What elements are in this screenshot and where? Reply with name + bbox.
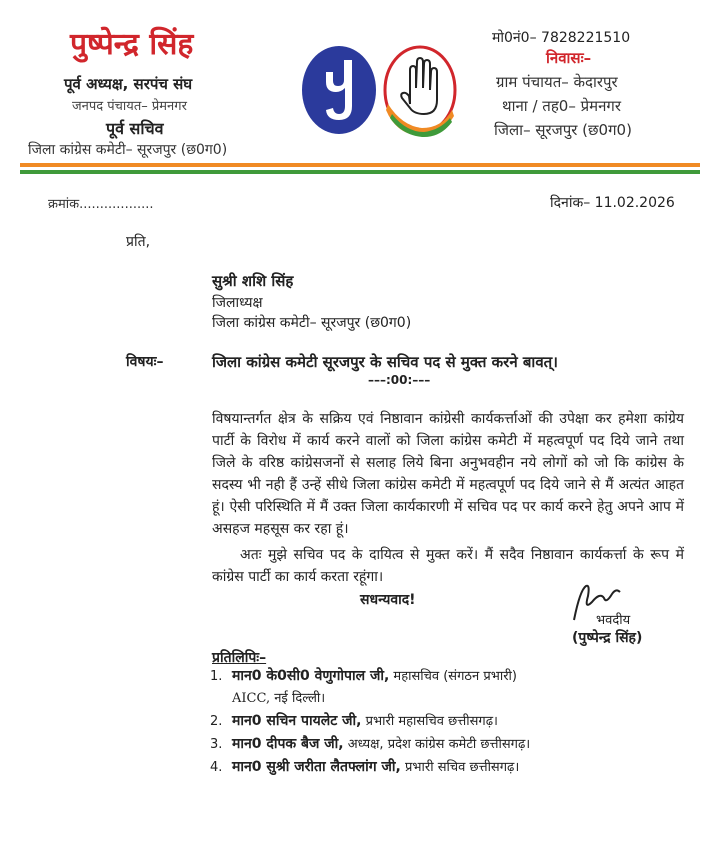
addressee-office: जिला कांग्रेस कमेटी– सूरजपुर (छ0ग0) — [212, 315, 412, 331]
subject-text: जिला कांग्रेस कमेटी सूरजपुर के सचिव पद से मुक्त करने बावत्। — [212, 353, 558, 371]
addressee-post: जिलाध्यक्ष — [212, 295, 263, 311]
mobile-number: मो0नं0– 7828221510 — [492, 30, 631, 46]
letter-date: दिनांक– 11.02.2026 — [550, 195, 675, 211]
list-item: 2. मान0 सचिन पायलेट जी, प्रभारी महासचिव छत्तीसगढ़। — [210, 713, 498, 729]
list-item: 1. मान0 के0सी0 वेणुगोपाल जी, महासचिव (संगठन प्रभारी) — [210, 668, 517, 684]
address-line: ग्राम पंचायत– केदारपुर — [496, 73, 618, 91]
body-paragraph: अतः मुझे सचिव पद के दायित्व से मुक्त करें। मैं सदैव निष्ठावान कार्यकर्त्ता के रूप में कांग्रेस पार्टी का कार्य करता रहूंगा। — [212, 547, 684, 585]
closing: भवदीय — [596, 613, 631, 628]
signatory-name: (पुष्पेन्द्र सिंह) — [572, 630, 643, 646]
list-item-continuation: AICC, नई दिल्ली। — [232, 691, 326, 706]
divider-green — [20, 170, 700, 174]
janpad-line: जनपद पंचायत– प्रेमनगर — [72, 99, 187, 114]
copy-list — [210, 665, 690, 779]
copy-label: प्रतिलिपिः– — [212, 650, 267, 666]
to-prefix: प्रति, — [126, 234, 151, 250]
subject-label: विषयः– — [126, 354, 164, 370]
divider-saffron — [20, 163, 700, 167]
address-line: जिला– सूरजपुर (छ0ग0) — [494, 121, 632, 139]
hand-symbol-icon — [382, 44, 458, 138]
letterhead-name: पुष्पेन्द्र सिंह — [70, 27, 194, 62]
former-secretary: पूर्व सचिव — [106, 119, 164, 138]
reference-number: क्रमांक.................. — [48, 197, 154, 212]
list-item: 4. मान0 सुश्री जरीता लैतफ्लांग जी, प्रभारी सचिव छत्तीसगढ़। — [210, 759, 520, 775]
thanks: सधन्यवाद! — [360, 592, 416, 608]
body-paragraph: विषयान्तर्गत क्षेत्र के सक्रिय एवं निष्ठावान कांग्रेसी कार्यकर्त्ताओं की उपेक्षा कर हमेशा कांग्रेय पार्टी के विरोध में कार्य करने वालों को जिला कांग्रेस कमेटी में महत्वपूर्ण पद दिये जाने तथा जिले के वरिष्ठ कांग्रेसजनों से सलाह लिये बिना अनुभवहीन नये लोगों को जो कि कांग्रेस के सदस्य भी नही हैं उन्हें सीधे जिला कांग्रेस कमेटी में महत्वपूर्ण पद दिये जाने से मैं अत्यंत आहत हूं। ऐसी परिस्थिति में मैं उक्त जिला कार्यकारणी में सचिव पद पर कार्य करने हेतु अपने आप में असहज महसूस कर रहा हूं। — [212, 411, 684, 537]
party-logo-icon — [300, 44, 378, 136]
addressee-name: सुश्री शशि सिंह — [212, 272, 294, 290]
subject-separator: –––:00:––– — [368, 373, 431, 387]
committee-line: जिला कांग्रेस कमेटी– सूरजपुर (छ0ग0) — [28, 142, 228, 158]
address-line: थाना / तह0– प्रेमनगर — [502, 97, 622, 115]
list-item: 3. मान0 दीपक बैज जी, अध्यक्ष, प्रदेश कांग्रेस कमेटी छत्तीसगढ़। — [210, 736, 531, 752]
designation: पूर्व अध्यक्ष, सरपंच संघ — [64, 75, 193, 93]
residence-label: निवासः– — [546, 49, 592, 67]
